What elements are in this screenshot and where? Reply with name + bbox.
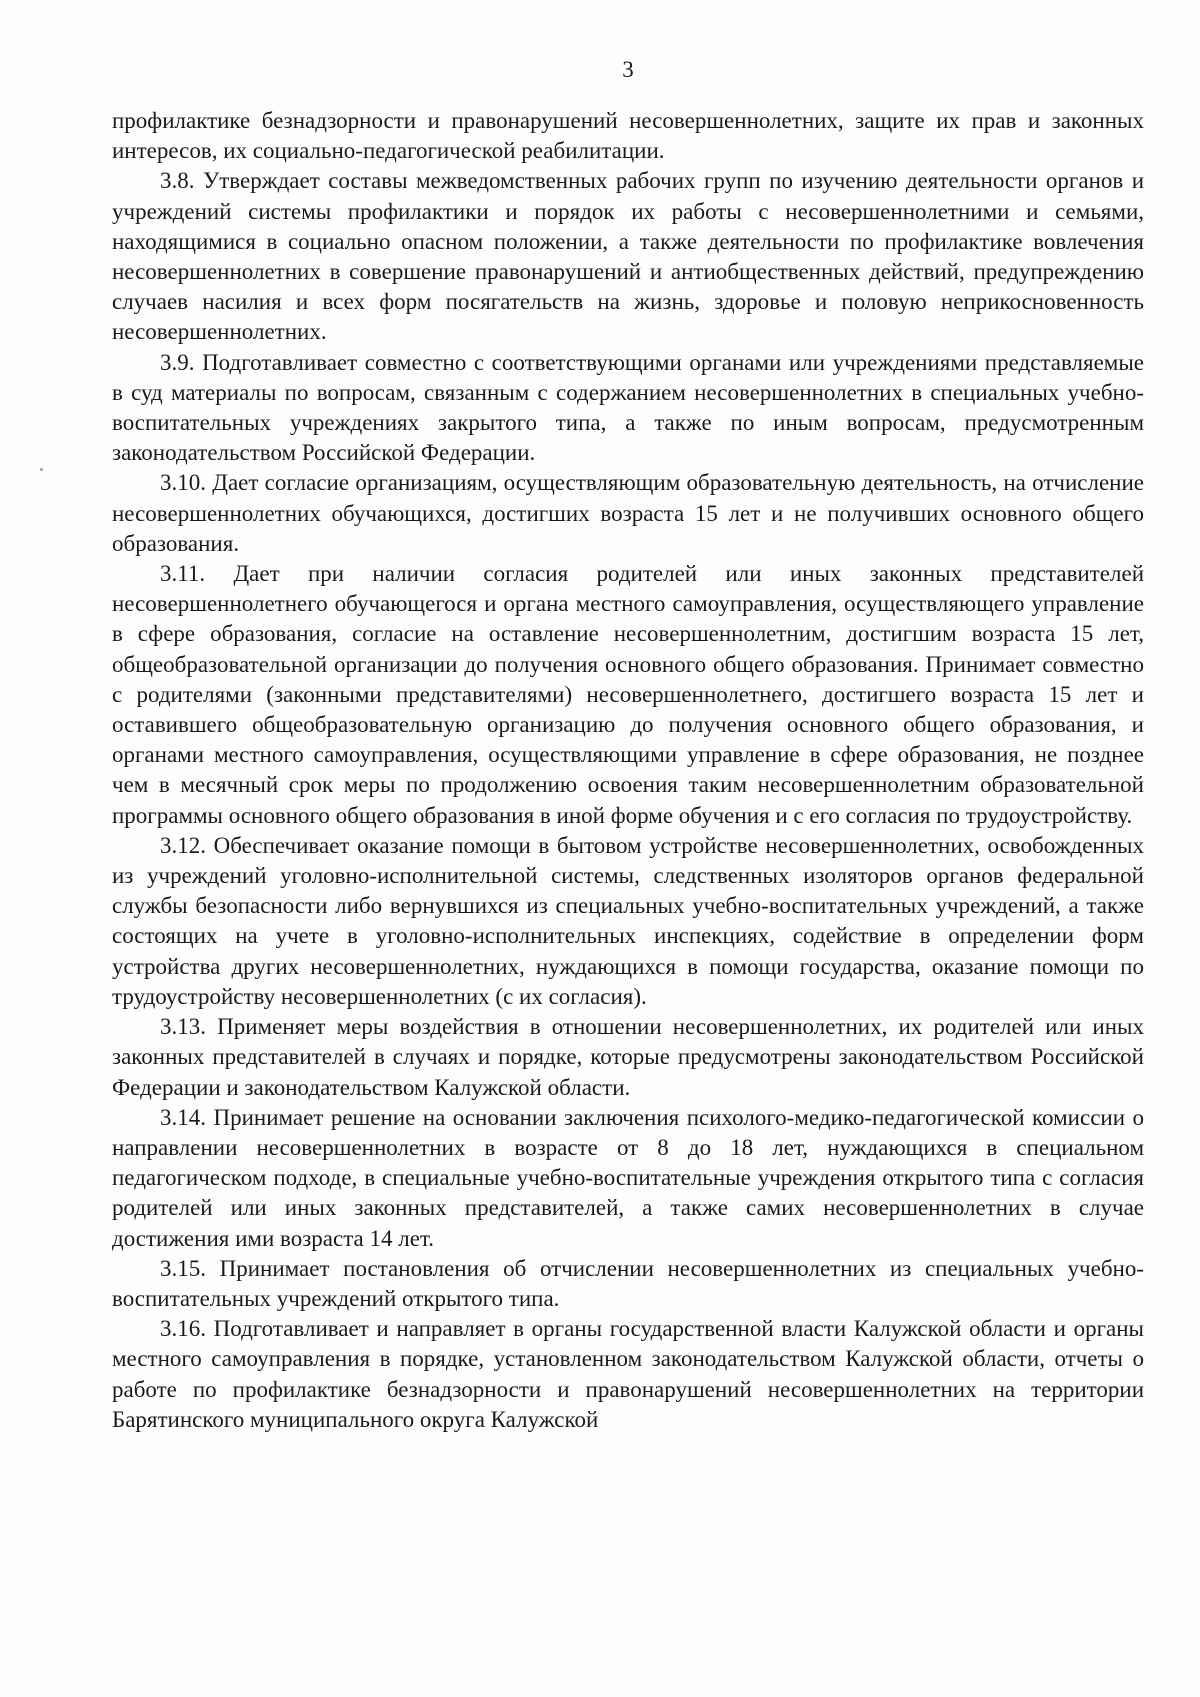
- paragraph-continuation: профилактике безнадзорности и правонарушений несовершеннолетних, защите их прав и законных интересов, их социально-педагогической реабилитации.: [112, 108, 1144, 164]
- scan-speck: [40, 468, 43, 471]
- paragraph-3-8: 3.8. Утверждает составы межведомственных рабочих групп по изучению деятельности органов и учреждений системы профилактики и порядок их работы с несовершеннолетними и семьями, находящимися в социально опасном положении, а также деятельности по профилактике вовлечения несовершеннолетних в совершение правонарушений и антиобщественных действий, предупреждению случаев насилия и всех форм посягательств на жизнь, здоровье и половую неприкосновенность несовершеннолетних.: [112, 168, 1144, 345]
- paragraph-3-9: 3.9. Подготавливает совместно с соответствующими органами или учреждениями представляемые в суд материалы по вопросам, связанным с содержанием несовершеннолетних в специальных учебно-воспитательных учреждениях закрытого типа, а также по иным вопросам, предусмотренным законодательством Российской Федерации.: [112, 349, 1144, 466]
- paragraph-3-13: 3.13. Применяет меры воздействия в отношении несовершеннолетних, их родителей или иных законных представителей в случаях и порядке, которые предусмотрены законодательством Российской Федерации и законодательством Калужской области.: [112, 1014, 1144, 1100]
- paragraph-3-10: 3.10. Дает согласие организациям, осуществляющим образовательную деятельность, на отчисление несовершеннолетних обучающихся, достигших возраста 15 лет и не получивших основного общего образования.: [112, 470, 1144, 556]
- paragraph-3-16: 3.16. Подготавливает и направляет в органы государственной власти Калужской области и органы местного самоуправления в порядке, установленном законодательством Калужской области, отчеты о работе по профилактике безнадзорности и правонарушений несовершеннолетних на территории Барятинского муниципального округа Калужской: [112, 1316, 1144, 1432]
- paragraph-3-15: 3.15. Принимает постановления об отчислении несовершеннолетних из специальных учебно-воспитательных учреждений открытого типа.: [112, 1255, 1144, 1311]
- paragraph-3-12: 3.12. Обеспечивает оказание помощи в бытовом устройстве несовершеннолетних, освобожденных из учреждений уголовно-исполнительной системы, следственных изоляторов органов федеральной службы безопасности либо вернувшихся из специальных учебно-воспитательных учреждений, а также состоящих на учете в уголовно-исполнительных инспекциях, содействие в определении форм устройства других несовершеннолетних, нуждающихся в помощи государства, оказание помощи по трудоустройству несовершеннолетних (с их согласия).: [112, 832, 1144, 1009]
- page-number: 3: [622, 57, 634, 82]
- paragraph-3-14: 3.14. Принимает решение на основании заключения психолого-медико-педагогической комиссии о направлении несовершеннолетних в возрасте от 8 до 18 лет, нуждающихся в специальном педагогическом подходе, в специальные учебно-воспитательные учреждения открытого типа с согласия родителей или иных законных представителей, а также самих несовершеннолетних в случае достижения ими возраста 14 лет.: [112, 1104, 1144, 1251]
- paragraph-3-11: 3.11. Дает при наличии согласия родителей или иных законных представителей несовершеннолетнего обучающегося и органа местного самоуправления, осуществляющего управление в сфере образования, согласие на оставление несовершеннолетним, достигшим возраста 15 лет, общеобразовательной организации до получения основного общего образования. Принимает совместно с родителями (законными представителями) несовершеннолетнего, достигшего возраста 15 лет и оставившего общеобразовательную организацию до получения основного общего образования, и органами местного самоуправления, осуществляющими управление в сфере образования, не позднее чем в месячный срок меры по продолжению освоения таким несовершеннолетним образовательной программы основного общего образования в иной форме обучения и с его согласия по трудоустройству.: [112, 561, 1144, 828]
